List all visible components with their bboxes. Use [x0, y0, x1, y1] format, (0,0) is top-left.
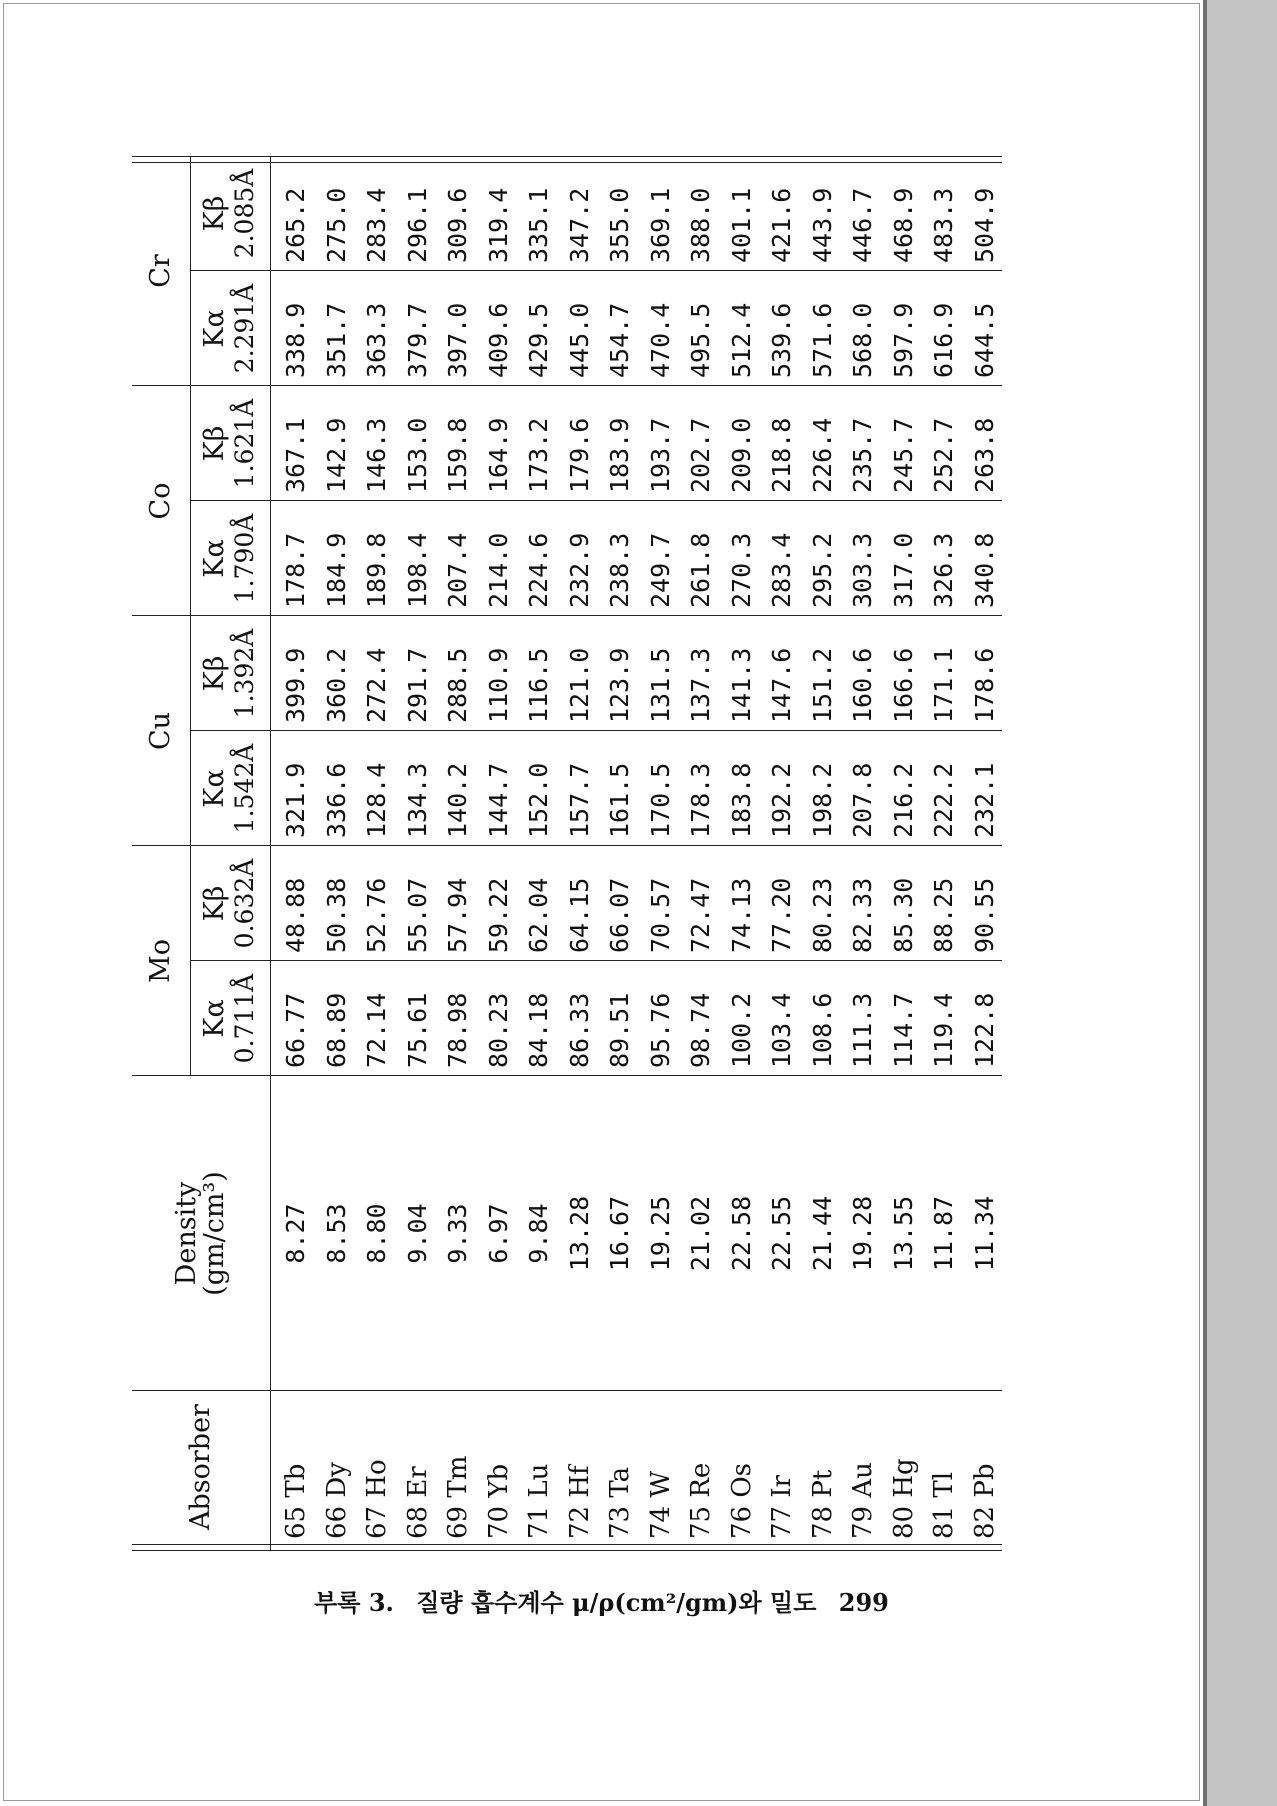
- group-name-co: Co: [145, 482, 176, 520]
- coefficient-cell: 144.7: [483, 762, 513, 838]
- coefficient-cell: 504.9: [969, 187, 999, 263]
- coefficient-cell: 179.6: [564, 417, 594, 493]
- coefficient-cell: 238.3: [605, 532, 634, 608]
- coefficient-cell: 338.9: [281, 302, 310, 378]
- coefficient-cell: 66.07: [605, 877, 634, 953]
- coefficient-cell: 77.20: [767, 877, 796, 953]
- absorber-cell: 70 Yb: [483, 1463, 514, 1539]
- coefficient-cell: 86.33: [564, 992, 594, 1068]
- density-cell: 11.34: [969, 1195, 999, 1272]
- group-name-cu: Cu: [145, 711, 176, 751]
- density-cell: 9.04: [402, 1203, 432, 1264]
- coefficient-cell: 89.51: [605, 992, 634, 1068]
- coefficient-cell: 446.7: [848, 187, 877, 263]
- table-right-rule-outer: [132, 156, 1002, 157]
- appendix-title: 질량 흡수계수 μ/ρ(cm²/gm)와 밀도: [416, 1588, 817, 1617]
- cu-ka-kb-divider: [190, 730, 1002, 731]
- absorber-cell: 72 Hf: [564, 1465, 595, 1539]
- coefficient-cell: 161.5: [605, 762, 634, 838]
- mo-kb-header: Kβ: [199, 885, 230, 922]
- coefficient-cell: 183.9: [605, 417, 634, 493]
- coefficient-cell: 72.47: [686, 877, 715, 953]
- coefficient-cell: 261.8: [686, 532, 715, 608]
- coefficient-cell: 291.7: [402, 647, 432, 723]
- coefficient-cell: 616.9: [929, 302, 958, 378]
- mo-ka-header: Kα: [199, 999, 230, 1038]
- coefficient-cell: 74.13: [726, 877, 756, 953]
- coefficient-cell: 454.7: [605, 302, 634, 378]
- coefficient-cell: 214.0: [483, 532, 513, 608]
- coefficient-cell: 159.8: [443, 417, 472, 493]
- coefficient-cell: 80.23: [483, 992, 513, 1068]
- coefficient-cell: 59.22: [483, 877, 513, 953]
- absorber-cell: 68 Er: [402, 1466, 433, 1539]
- coefficient-cell: 232.9: [564, 532, 594, 608]
- coefficient-cell: 85.30: [888, 877, 918, 953]
- density-cell: 8.80: [362, 1203, 391, 1264]
- co-cr-divider: [132, 385, 1002, 386]
- coefficient-cell: 183.8: [726, 762, 756, 838]
- coefficient-cell: 568.0: [848, 302, 877, 378]
- coefficient-cell: 137.3: [686, 647, 715, 723]
- coefficient-cell: 147.6: [767, 647, 796, 723]
- coefficient-cell: 597.9: [888, 302, 918, 378]
- coefficient-cell: 166.6: [888, 647, 918, 723]
- coefficient-cell: 151.2: [807, 647, 837, 723]
- appendix-label: 부록 3.: [314, 1588, 394, 1617]
- cr-ka-kb-divider: [190, 270, 1002, 271]
- mo-cu-divider: [132, 845, 1002, 846]
- coefficient-cell: 131.5: [645, 647, 675, 723]
- coefficient-cell: 326.3: [929, 532, 958, 608]
- coefficient-cell: 164.9: [483, 417, 513, 493]
- density-cell: 9.33: [443, 1203, 472, 1264]
- coefficient-cell: 379.7: [402, 302, 432, 378]
- coefficient-cell: 252.7: [929, 417, 958, 493]
- scan-side-margin: [1207, 0, 1277, 1806]
- coefficient-cell: 68.89: [321, 992, 351, 1068]
- coefficient-cell: 70.57: [645, 877, 675, 953]
- coefficient-cell: 198.2: [807, 762, 837, 838]
- absorber-cell: 71 Lu: [524, 1463, 554, 1539]
- absorber-cell: 69 Tm: [443, 1455, 473, 1539]
- coefficient-cell: 157.7: [564, 762, 594, 838]
- coefficient-cell: 321.9: [281, 762, 310, 838]
- coefficient-cell: 121.0: [564, 647, 594, 723]
- coefficient-cell: 263.8: [969, 417, 999, 493]
- coefficient-cell: 317.0: [888, 532, 918, 608]
- coefficient-cell: 140.2: [443, 762, 472, 838]
- density-cell: 9.84: [524, 1203, 553, 1264]
- header-bottom-rule: [270, 156, 271, 1551]
- coefficient-cell: 470.4: [645, 302, 675, 378]
- coefficient-cell: 146.3: [362, 417, 391, 493]
- density-cell: 13.55: [888, 1195, 918, 1272]
- coefficient-cell: 283.4: [362, 187, 391, 263]
- coefficient-cell: 119.4: [929, 992, 958, 1068]
- absorber-cell: 73 Ta: [605, 1466, 635, 1539]
- cr-kb-header: Kβ: [199, 195, 230, 232]
- coefficient-cell: 209.0: [726, 417, 756, 493]
- coefficient-cell: 108.6: [807, 992, 837, 1068]
- coefficient-cell: 272.4: [362, 647, 391, 723]
- absorber-cell: 66 Dy: [321, 1462, 352, 1539]
- coefficient-cell: 283.4: [767, 532, 796, 608]
- coefficient-cell: 141.3: [726, 647, 756, 723]
- coefficient-cell: 90.55: [969, 877, 999, 953]
- mo-ka-wavelength: 0.711Å: [230, 973, 259, 1064]
- coefficient-cell: 355.0: [605, 187, 634, 263]
- coefficient-cell: 347.2: [564, 187, 594, 263]
- coefficient-cell: 123.9: [605, 647, 634, 723]
- mo-ka-kb-divider: [190, 960, 1002, 961]
- co-ka-wavelength: 1.790Å: [230, 513, 259, 604]
- density-cell: 19.28: [848, 1195, 877, 1272]
- coefficient-cell: 224.6: [524, 532, 553, 608]
- cu-kb-wavelength: 1.392Å: [230, 628, 259, 719]
- coefficient-cell: 142.9: [321, 417, 351, 493]
- co-ka-header: Kα: [199, 539, 230, 578]
- coefficient-cell: 245.7: [888, 417, 918, 493]
- density-cell: 22.58: [726, 1195, 756, 1272]
- co-ka-kb-divider: [190, 500, 1002, 501]
- coefficient-cell: 170.5: [645, 762, 675, 838]
- coefficient-cell: 571.6: [807, 302, 837, 378]
- density-cell: 6.97: [483, 1203, 513, 1264]
- coefficient-cell: 82.33: [848, 877, 877, 953]
- coefficient-cell: 235.7: [848, 417, 877, 493]
- coefficient-cell: 303.3: [848, 532, 877, 608]
- coefficient-cell: 401.1: [726, 187, 756, 263]
- density-cell: 11.87: [929, 1195, 958, 1272]
- coefficient-cell: 110.9: [483, 647, 513, 723]
- coefficient-cell: 226.4: [807, 417, 837, 493]
- coefficient-cell: 207.4: [443, 532, 472, 608]
- coefficient-cell: 178.7: [281, 532, 310, 608]
- absorber-cell: 77 Ir: [767, 1474, 797, 1539]
- coefficient-cell: 539.6: [767, 302, 796, 378]
- coefficient-cell: 192.2: [767, 762, 796, 838]
- density-header-line1: Density: [171, 1181, 202, 1286]
- absorber-cell: 76 Os: [726, 1462, 757, 1539]
- coefficient-cell: 335.1: [524, 187, 553, 263]
- coefficient-cell: 111.3: [848, 992, 877, 1068]
- coefficient-cell: 495.5: [686, 302, 715, 378]
- absorber-cell: 79 Au: [848, 1462, 878, 1539]
- table-right-rule-inner: [132, 162, 1002, 163]
- coefficient-cell: 369.1: [645, 187, 675, 263]
- coefficient-cell: 57.94: [443, 877, 472, 953]
- mo-kb-wavelength: 0.632Å: [230, 858, 259, 949]
- coefficient-cell: 218.8: [767, 417, 796, 493]
- coefficient-cell: 184.9: [321, 532, 351, 608]
- coefficient-cell: 103.4: [767, 992, 796, 1068]
- table-left-rule-outer: [132, 1550, 1002, 1551]
- coefficient-cell: 80.23: [807, 877, 837, 953]
- coefficient-cell: 198.4: [402, 532, 432, 608]
- coefficient-cell: 296.1: [402, 187, 432, 263]
- absorber-header: Absorber: [185, 1404, 216, 1530]
- coefficient-cell: 445.0: [564, 302, 594, 378]
- page-footer: [0, 1583, 1203, 1618]
- coefficient-cell: 75.61: [402, 992, 432, 1068]
- coefficient-cell: 232.1: [969, 762, 999, 838]
- cu-ka-header: Kα: [199, 769, 230, 808]
- coefficient-cell: 153.0: [402, 417, 432, 493]
- coefficient-cell: 336.6: [321, 762, 351, 838]
- coefficient-cell: 178.6: [969, 647, 999, 723]
- coefficient-cell: 134.3: [402, 762, 432, 838]
- coefficient-cell: 644.5: [969, 302, 999, 378]
- coefficient-cell: 207.8: [848, 762, 877, 838]
- coefficient-cell: 116.5: [524, 647, 553, 723]
- coefficient-cell: 84.18: [524, 992, 553, 1068]
- coefficient-cell: 50.38: [321, 877, 351, 953]
- coefficient-cell: 288.5: [443, 647, 472, 723]
- density-cell: 16.67: [605, 1195, 634, 1272]
- cr-ka-header: Kα: [199, 309, 230, 348]
- coefficient-cell: 222.2: [929, 762, 958, 838]
- group-name-mo: Mo: [145, 939, 176, 983]
- coefficient-cell: 363.3: [362, 302, 391, 378]
- absorber-cell: 81 Tl: [929, 1471, 959, 1539]
- coefficient-cell: 64.15: [564, 877, 594, 953]
- absorber-cell: 75 Re: [686, 1462, 716, 1539]
- coefficient-cell: 189.8: [362, 532, 391, 608]
- coefficient-cell: 216.2: [888, 762, 918, 838]
- coefficient-cell: 397.0: [443, 302, 472, 378]
- density-header-line2: (gm/cm³): [199, 1171, 230, 1296]
- cu-kb-header: Kβ: [199, 655, 230, 692]
- co-kb-header: Kβ: [199, 425, 230, 462]
- coefficient-cell: 114.7: [888, 992, 918, 1068]
- coefficient-cell: 100.2: [726, 992, 756, 1068]
- absorber-cell: 80 Hg: [888, 1458, 919, 1539]
- coefficient-cell: 55.07: [402, 877, 432, 953]
- coefficient-cell: 128.4: [362, 762, 391, 838]
- coefficient-cell: 295.2: [807, 532, 837, 608]
- coefficient-cell: 340.8: [969, 532, 999, 608]
- coefficient-cell: 66.77: [281, 992, 310, 1068]
- coefficient-cell: 367.1: [281, 417, 310, 493]
- coefficient-cell: 72.14: [362, 992, 391, 1068]
- absorber-cell: 65 Tb: [281, 1463, 311, 1539]
- coefficient-cell: 429.5: [524, 302, 553, 378]
- absorption-coefficient-table: [132, 156, 1002, 1551]
- coefficient-cell: 351.7: [321, 302, 351, 378]
- page-number: 299: [838, 1588, 889, 1617]
- coefficient-cell: 122.8: [969, 992, 999, 1068]
- coefficient-cell: 443.9: [807, 187, 837, 263]
- density-cell: 8.27: [281, 1203, 310, 1264]
- density-cell: 19.25: [645, 1195, 675, 1272]
- coefficient-cell: 178.3: [686, 762, 715, 838]
- absorber-cell: 82 Pb: [969, 1463, 1000, 1539]
- coefficient-cell: 88.25: [929, 877, 958, 953]
- coefficient-cell: 270.3: [726, 532, 756, 608]
- coefficient-cell: 152.0: [524, 762, 553, 838]
- density-cell: 13.28: [564, 1195, 594, 1272]
- coefficient-cell: 409.6: [483, 302, 513, 378]
- coefficient-cell: 275.0: [321, 187, 351, 263]
- cr-kb-wavelength: 2.085Å: [230, 168, 259, 259]
- absorber-cell: 74 W: [645, 1470, 676, 1539]
- coefficient-cell: 309.6: [443, 187, 472, 263]
- coefficient-cell: 78.98: [443, 992, 472, 1068]
- coefficient-cell: 52.76: [362, 877, 391, 953]
- coefficient-cell: 468.9: [888, 187, 918, 263]
- group-header-rule: [190, 156, 191, 1076]
- coefficient-cell: 483.3: [929, 187, 958, 263]
- co-kb-wavelength: 1.621Å: [230, 398, 259, 489]
- density-cell: 21.44: [807, 1195, 837, 1272]
- density-cell: 22.55: [767, 1195, 796, 1272]
- cu-co-divider: [132, 615, 1002, 616]
- coefficient-cell: 360.2: [321, 647, 351, 723]
- coefficient-cell: 399.9: [281, 647, 310, 723]
- coefficient-cell: 265.2: [281, 187, 310, 263]
- coefficient-cell: 171.1: [929, 647, 958, 723]
- absorber-cell: 78 Pt: [807, 1469, 838, 1539]
- coefficient-cell: 160.6: [848, 647, 877, 723]
- coefficient-cell: 421.6: [767, 187, 796, 263]
- coefficient-cell: 249.7: [645, 532, 675, 608]
- group-name-cr: Cr: [145, 254, 176, 288]
- coefficient-cell: 512.4: [726, 302, 756, 378]
- coefficient-cell: 95.76: [645, 992, 675, 1068]
- density-cell: 8.53: [321, 1203, 351, 1264]
- cr-ka-wavelength: 2.291Å: [230, 283, 259, 374]
- coefficient-cell: 202.7: [686, 417, 715, 493]
- density-cell: 21.02: [686, 1195, 715, 1272]
- table-left-rule-inner: [132, 1544, 1002, 1545]
- coefficient-cell: 388.0: [686, 187, 715, 263]
- coefficient-cell: 48.88: [281, 877, 310, 953]
- coefficient-cell: 98.74: [686, 992, 715, 1068]
- coefficient-cell: 319.4: [483, 187, 513, 263]
- coefficient-cell: 193.7: [645, 417, 675, 493]
- coefficient-cell: 173.2: [524, 417, 553, 493]
- cu-ka-wavelength: 1.542Å: [230, 743, 259, 834]
- coefficient-cell: 62.04: [524, 877, 553, 953]
- absorber-cell: 67 Ho: [362, 1459, 392, 1539]
